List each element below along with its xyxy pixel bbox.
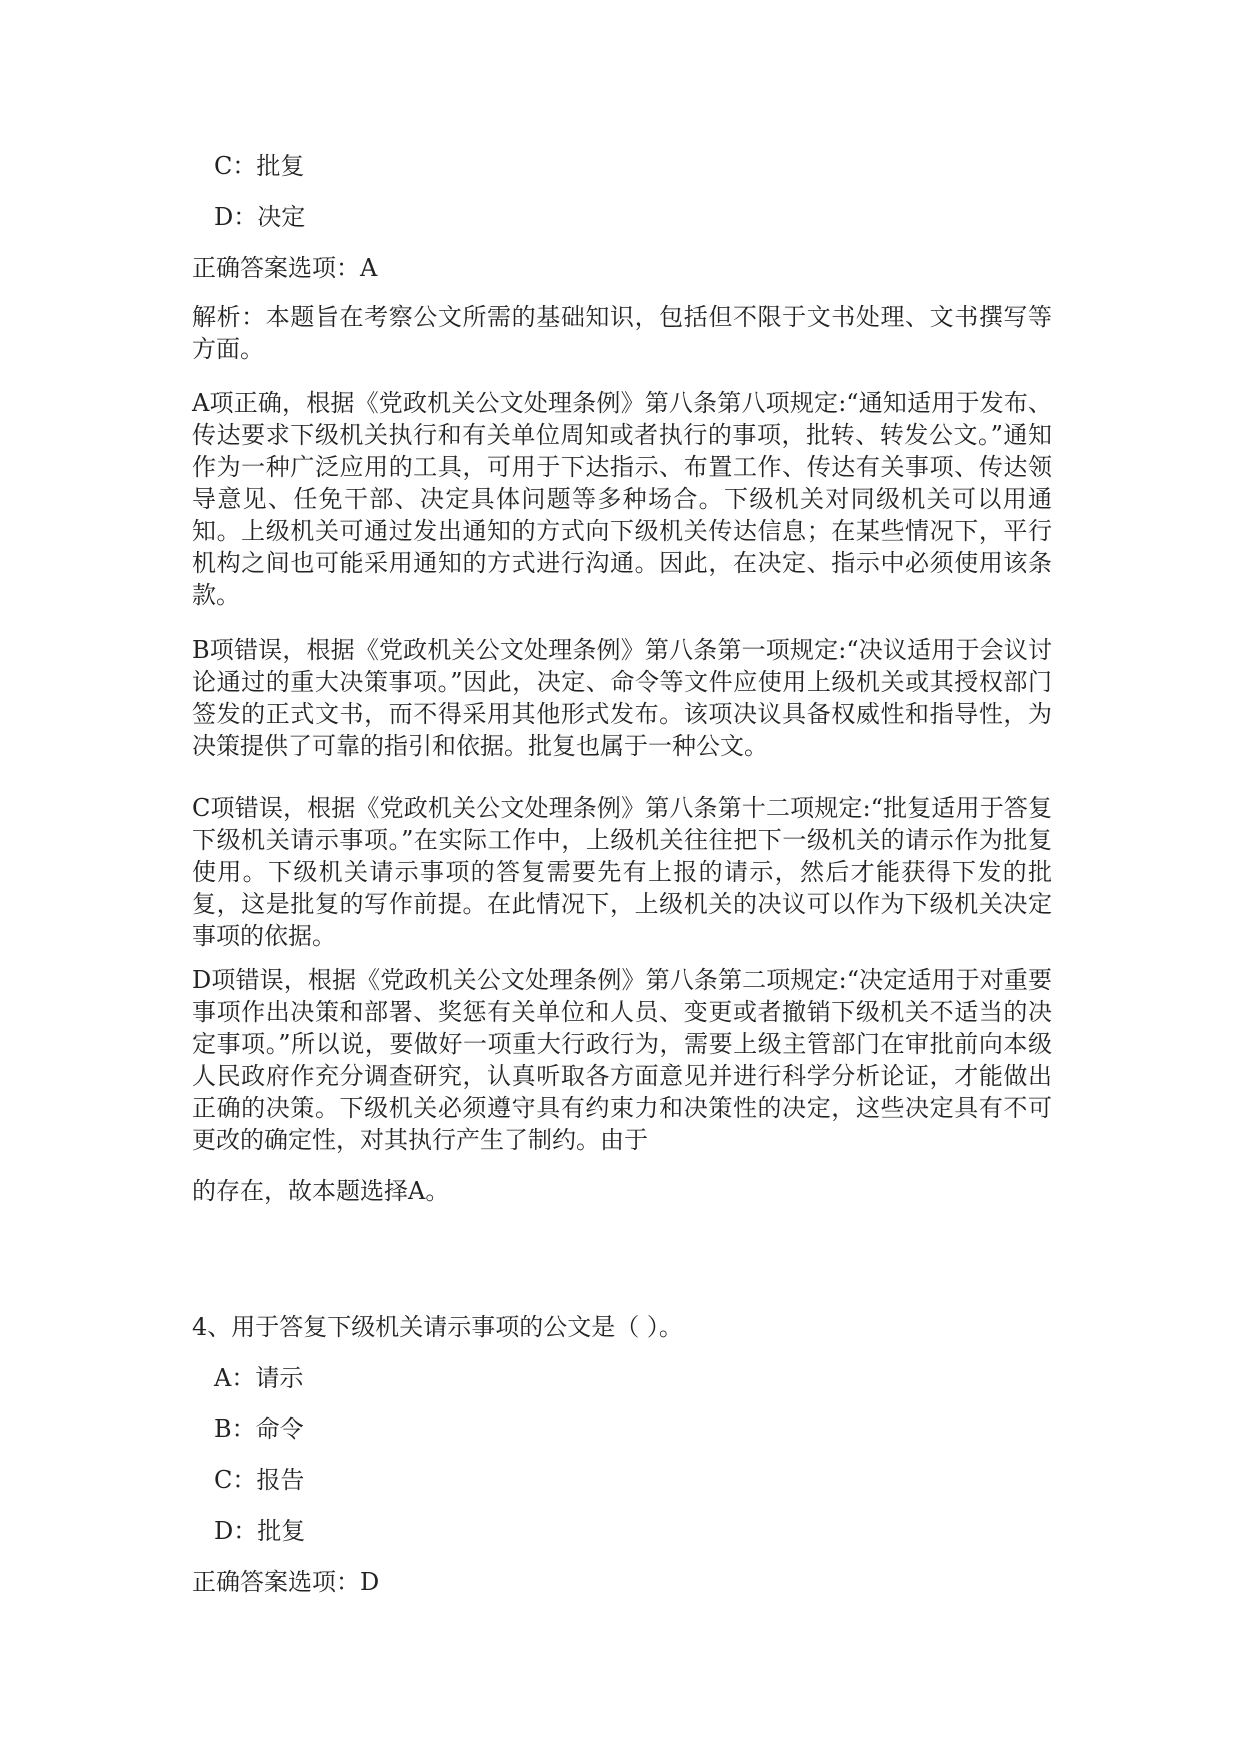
q4-option-b: B：命令 xyxy=(214,1415,304,1443)
q4-option-d: D：批复 xyxy=(214,1517,306,1545)
q4-option-c: C：报告 xyxy=(214,1466,305,1494)
q3-option-d: D：决定 xyxy=(214,203,306,231)
q3-answer: 正确答案选项：A xyxy=(192,254,378,282)
q3-explanation-a: A项正确，根据《党政机关公文处理条例》第八条第八项规定:“通知适用于发布、传达要求下级机关执行和有关单位周知或者执行的事项，批转、转发公文。”通知作为一种广泛应用的工具，可用于下达指示、布置工作、传达有关事项、传达领导意见、任免干部、决定具体问题等多种场合。下级机关对同级机关可以用通知。上级机关可通过发出通知的方式向下级机关传达信息；在某些情况下，平行机构之间也可能采用通知的方式进行沟通。因此，在决定、指示中必须使用该条款。 xyxy=(192,389,1052,609)
q3-explanation-c: C项错误，根据《党政机关公文处理条例》第八条第十二项规定:“批复适用于答复下级机关请示事项。”在实际工作中，上级机关往往把下一级机关的请示作为批复使用。下级机关请示事项的答复需要先有上报的请示，然后才能获得下发的批复，这是批复的写作前提。在此情况下，上级机关的决议可以作为下级机关决定事项的依据。 xyxy=(192,794,1052,950)
q3-conclusion: 的存在，故本题选择A。 xyxy=(192,1177,450,1205)
q3-option-c: C：批复 xyxy=(214,152,305,180)
q4-question: 4、用于答复下级机关请示事项的公文是（ ）。 xyxy=(192,1313,683,1341)
q3-analysis: 解析：本题旨在考察公文所需的基础知识，包括但不限于文书处理、文书撰写等方面。 xyxy=(192,303,1052,363)
q3-explanation-d: D项错误，根据《党政机关公文处理条例》第八条第二项规定:“决定适用于对重要事项作出决策和部署、奖惩有关单位和人员、变更或者撤销下级机关不适当的决定事项。”所以说，要做好一项重大行政行为，需要上级主管部门在审批前向本级人民政府作充分调查研究，认真听取各方面意见并进行科学分析论证，才能做出正确的决策。下级机关必须遵守具有约束力和决策性的决定，这些决定具有不可更改的确定性，对其执行产生了制约。由于 xyxy=(192,966,1052,1154)
q4-answer: 正确答案选项：D xyxy=(192,1568,380,1596)
q4-option-a: A：请示 xyxy=(214,1364,304,1392)
q3-explanation-b: B项错误，根据《党政机关公文处理条例》第八条第一项规定:“决议适用于会议讨论通过的重大决策事项。”因此，决定、命令等文件应使用上级机关或其授权部门签发的正式文书，而不得采用其他形式发布。该项决议具备权威性和指导性，为决策提供了可靠的指引和依据。批复也属于一种公文。 xyxy=(192,636,1052,760)
